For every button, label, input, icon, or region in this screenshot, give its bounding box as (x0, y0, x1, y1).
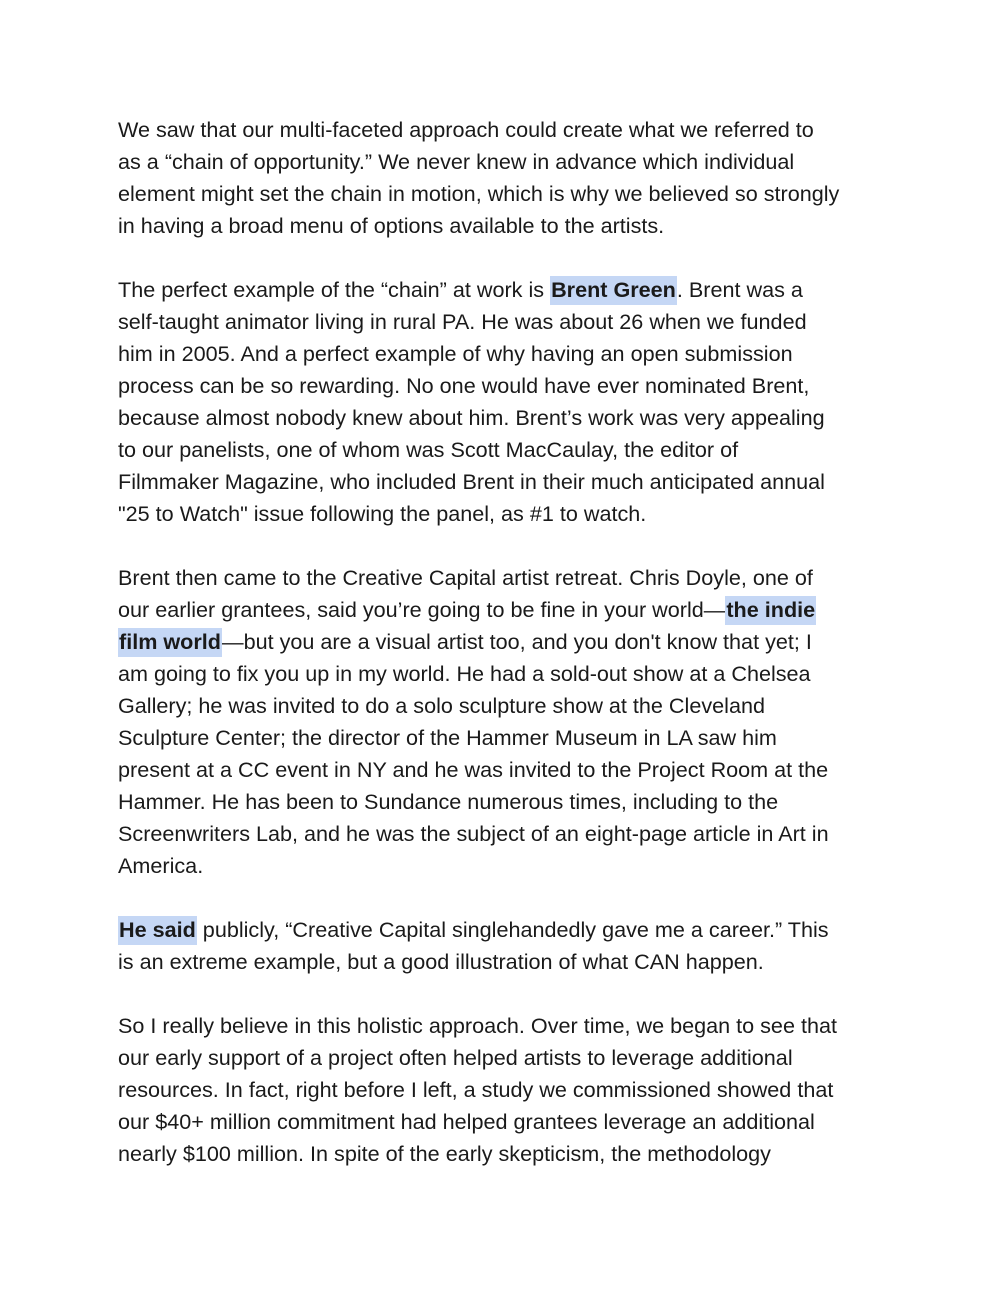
text-segment: our $40+ million commitment had helped grantees leverage an additional (118, 1109, 815, 1134)
document-body (118, 114, 888, 1202)
text-segment: Hammer. He has been to Sundance numerous times, including to the (118, 789, 779, 814)
text-segment: as a “chain of opportunity.” We never knew in advance which individual (118, 149, 795, 174)
text-line (118, 850, 888, 882)
text-line (118, 498, 888, 530)
text-line (118, 402, 888, 434)
text-segment: —but you are a visual artist too, and you don't know that yet; I (221, 629, 812, 654)
text-segment: is an extreme example, but a good illustration of what CAN happen. (118, 949, 764, 974)
paragraph (118, 914, 888, 978)
text-line (118, 658, 888, 690)
text-segment: resources. In fact, right before I left, a study we commissioned showed that (118, 1077, 834, 1102)
text-line (118, 466, 888, 498)
text-line (118, 818, 888, 850)
text-segment: our early support of a project often helped artists to leverage additional (118, 1045, 793, 1070)
paragraph (118, 274, 888, 530)
highlighted-phrase: the indie (725, 596, 816, 625)
paragraph (118, 562, 888, 882)
text-line (118, 914, 888, 946)
text-line (118, 210, 888, 242)
text-segment: nearly $100 million. In spite of the early skepticism, the methodology (118, 1141, 771, 1166)
text-segment: present at a CC event in NY and he was invited to the Project Room at the (118, 757, 829, 782)
text-line (118, 1106, 888, 1138)
text-line (118, 1074, 888, 1106)
highlighted-phrase: film world (118, 628, 222, 657)
text-segment: . Brent was a (676, 277, 803, 302)
text-line (118, 562, 888, 594)
text-line (118, 786, 888, 818)
text-line (118, 274, 888, 306)
text-segment: We saw that our multi-faceted approach could create what we referred to (118, 117, 814, 142)
text-line (118, 594, 888, 626)
highlighted-phrase: Brent Green (550, 276, 677, 305)
text-segment: process can be so rewarding. No one would have ever nominated Brent, (118, 373, 810, 398)
paragraph (118, 1010, 888, 1170)
text-segment: him in 2005. And a perfect example of why having an open submission (118, 341, 793, 366)
text-segment: "25 to Watch" issue following the panel, as #1 to watch. (118, 501, 647, 526)
paragraph (118, 114, 888, 242)
text-line (118, 690, 888, 722)
text-segment: Screenwriters Lab, and he was the subject of an eight-page article in Art in (118, 821, 829, 846)
text-line (118, 722, 888, 754)
text-line (118, 754, 888, 786)
text-segment: am going to fix you up in my world. He had a sold-out show at a Chelsea (118, 661, 811, 686)
text-segment: The perfect example of the “chain” at work is (118, 277, 551, 302)
text-line (118, 1010, 888, 1042)
highlighted-phrase: He said (118, 916, 197, 945)
text-line (118, 626, 888, 658)
text-line (118, 1042, 888, 1074)
text-segment: element might set the chain in motion, which is why we believed so strongly (118, 181, 840, 206)
text-segment: Gallery; he was invited to do a solo sculpture show at the Cleveland (118, 693, 765, 718)
text-segment: Brent then came to the Creative Capital artist retreat. Chris Doyle, one of (118, 565, 813, 590)
text-line (118, 1138, 888, 1170)
text-segment: America. (118, 853, 204, 878)
text-line (118, 370, 888, 402)
text-line (118, 338, 888, 370)
text-segment: So I really believe in this holistic approach. Over time, we began to see that (118, 1013, 837, 1038)
text-segment: self-taught animator living in rural PA. He was about 26 when we funded (118, 309, 807, 334)
text-segment: because almost nobody knew about him. Brent’s work was very appealing (118, 405, 825, 430)
text-line (118, 146, 888, 178)
text-segment: in having a broad menu of options available to the artists. (118, 213, 665, 238)
text-line (118, 306, 888, 338)
text-segment: our earlier grantees, said you’re going to be fine in your world— (118, 597, 726, 622)
text-line (118, 434, 888, 466)
text-line (118, 946, 888, 978)
text-line (118, 114, 888, 146)
text-segment: publicly, “Creative Capital singlehandedly gave me a career.” This (196, 917, 829, 942)
text-segment: to our panelists, one of whom was Scott MacCaulay, the editor of (118, 437, 739, 462)
text-line (118, 178, 888, 210)
text-segment: Sculpture Center; the director of the Hammer Museum in LA saw him (118, 725, 777, 750)
text-segment: Filmmaker Magazine, who included Brent in their much anticipated annual (118, 469, 825, 494)
